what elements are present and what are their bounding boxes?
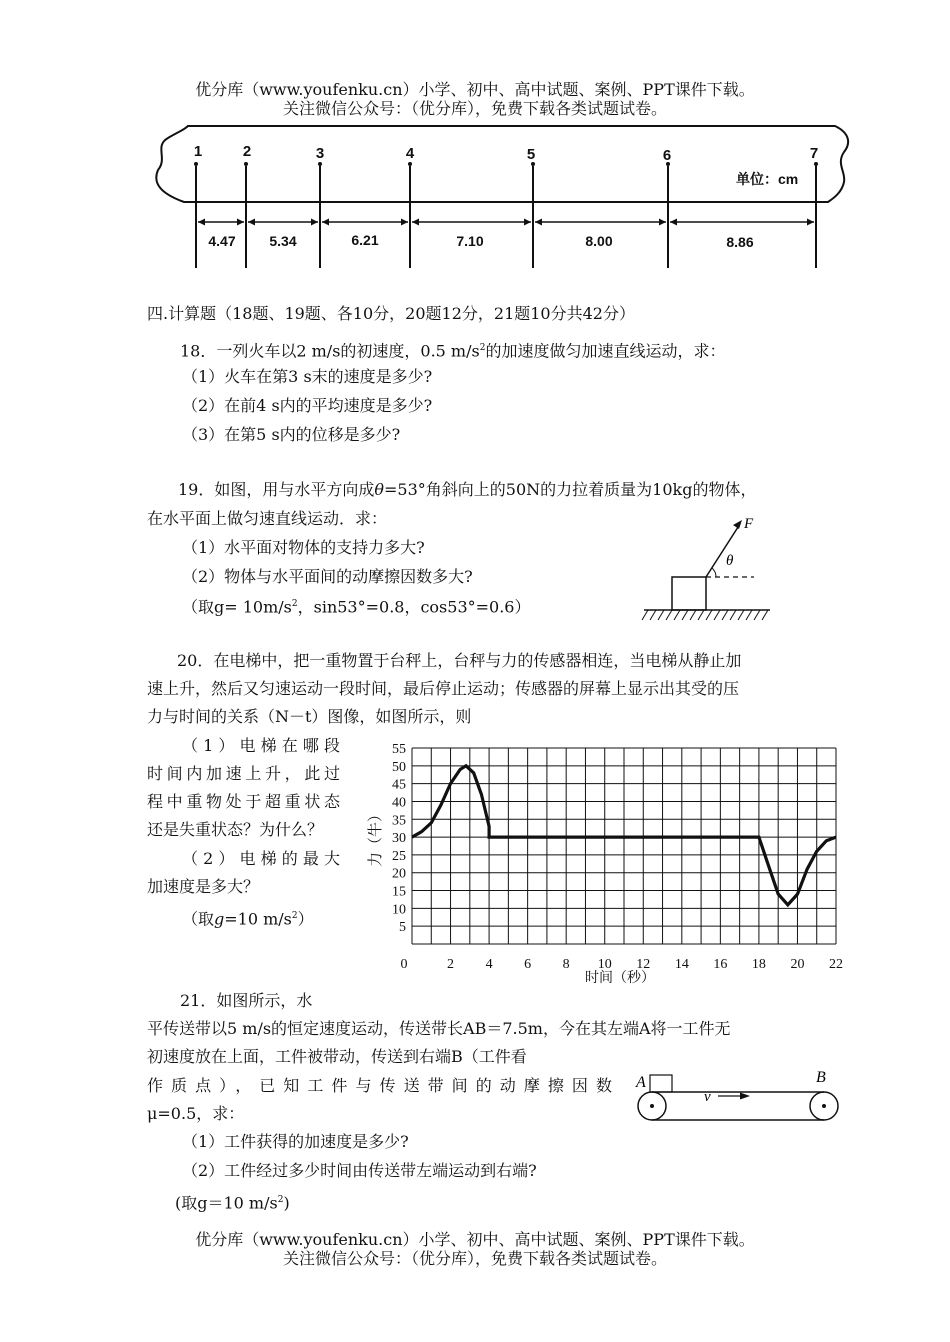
q21-stem-3: 初速度放在上面，工件被带动，传送到右端B（工件看: [147, 1047, 527, 1066]
chart-x-tick: 10: [597, 957, 612, 972]
q19-sub-1: （1）水平面对物体的支持力多大?: [182, 538, 425, 557]
chart-y-tick: 15: [392, 884, 406, 900]
q19-stem: 19．如图，用与水平方向成θ=53°角斜向上的50N的力拉着质量为10kg的物体，: [178, 480, 757, 499]
q19-label-F: F: [744, 516, 754, 532]
q20-sub-1-line-2: 时间内加速上升，此过: [147, 764, 340, 783]
header-line-1: 优分库（www.youfenku.cn）小学、初中、高中试题、案例、PPT课件下载。: [195, 80, 755, 99]
tape-point-7: 7: [809, 145, 819, 162]
chart-x-tick: 18: [751, 957, 766, 972]
q21-stem-1: 21．如图所示，水: [180, 991, 313, 1010]
chart-x-tick: 0: [400, 957, 408, 972]
q20-stem-3: 力与时间的关系（N－t）图像，如图所示，则: [147, 707, 472, 726]
tape-segment-5: 8.00: [585, 233, 613, 249]
chart-x-tick: 22: [829, 957, 843, 972]
tape-segment-2: 5.34: [269, 233, 297, 249]
q21-sub-1: （1）工件获得的加速度是多少?: [182, 1132, 409, 1151]
q20-sub-2-line-2: 加速度是多大？: [147, 877, 260, 896]
section-heading: 四.计算题（18题、19题、各10分，20题12分，21题10分共42分）: [147, 304, 635, 323]
chart-y-tick: 20: [392, 866, 406, 882]
chart-y-tick: 10: [392, 902, 406, 918]
q19-block: [672, 577, 706, 610]
tape-segment-3: 6.21: [351, 232, 379, 248]
tape-segment-6: 8.86: [726, 234, 754, 250]
q21-note: (取g＝10 $m/s^2$): [175, 1193, 290, 1213]
q19-note: （取$g= 10m/s^2$，sin53°=0.8，cos53°=0.6）: [182, 597, 531, 617]
q20-stem-1: 20．在电梯中，把一重物置于台秤上，台秤与力的传感器相连，当电梯从静止加: [177, 651, 742, 670]
n-t-chart: [350, 732, 860, 992]
q20-note: （取g=10 $m/s^2$）: [182, 909, 314, 929]
ticker-tape-figure: [140, 122, 860, 274]
tape-point-5: 5: [526, 146, 536, 163]
footer-line-1: 优分库（www.youfenku.cn）小学、初中、高中试题、案例、PPT课件下载。: [195, 1230, 755, 1249]
tape-point-3: 3: [315, 145, 325, 162]
chart-x-tick: 4: [485, 957, 493, 972]
q21-stem-2: 平传送带以5 m/s的恒定速度运动，传送带长AB＝7.5m，今在其左端A将一工件无: [147, 1019, 731, 1038]
tape-segment-4: 7.10: [456, 233, 484, 249]
chart-y-tick: 45: [392, 777, 406, 793]
chart-y-tick: 40: [392, 795, 406, 811]
chart-x-tick: 14: [674, 957, 689, 972]
tape-point-1: 1: [193, 143, 203, 160]
q21-stem-5: μ=0.5，求：: [147, 1104, 245, 1123]
q21-label-v: v: [704, 1089, 711, 1105]
q19-label-theta: θ: [726, 553, 734, 569]
chart-x-tick: 12: [636, 957, 651, 972]
tape-point-6: 6: [662, 147, 672, 164]
q21-sub-2: （2）工件经过多少时间由传送带左端运动到右端?: [182, 1161, 537, 1180]
footer-line-2: 关注微信公众号：（优分库），免费下载各类试题试卷。: [282, 1249, 667, 1268]
q20-sub-1-line-4: 还是失重状态？为什么？: [147, 820, 324, 839]
chart-y-label: 力（牛）: [368, 806, 384, 868]
q19-force-figure: [640, 508, 780, 628]
chart-x-label: 时间（秒）: [585, 971, 655, 986]
tape-outline: [156, 126, 848, 202]
q21-conveyor-figure: [628, 1064, 848, 1134]
q21-stem-4: 作质点），已知工件与传送带间的动摩擦因数: [147, 1076, 612, 1095]
q21-label-B: B: [816, 1069, 826, 1086]
chart-x-tick: 16: [713, 957, 728, 972]
chart-y-tick: 35: [392, 813, 406, 829]
q20-stem-2: 速上升，然后又匀速运动一段时间，最后停止运动；传感器的屏幕上显示出其受的压: [147, 679, 740, 698]
chart-x-tick: 6: [524, 957, 532, 972]
tape-segment-1: 4.47: [208, 233, 236, 249]
chart-y-tick: 30: [392, 831, 406, 847]
q20-sub-2-line-1: （2）电梯的最大: [182, 849, 340, 868]
tape-unit: 单位：cm: [736, 171, 799, 187]
chart-y-tick: 5: [399, 920, 406, 936]
chart-y-tick: 50: [392, 759, 406, 775]
q21-label-A: A: [636, 1074, 646, 1091]
q18-sub-2: （2）在前4 s内的平均速度是多少?: [182, 396, 433, 415]
chart-x-tick: 8: [562, 957, 570, 972]
chart-y-tick: 55: [392, 742, 406, 757]
q18-stem: 18．一列火车以2 m/s的初速度，0.5 $m/s^2$的加速度做匀加速直线运动，求：: [180, 341, 726, 361]
chart-x-tick: 2: [447, 957, 455, 972]
q20-sub-1-line-3: 程中重物处于超重状态: [147, 792, 340, 811]
q18-sub-1: （1）火车在第3 s末的速度是多少?: [182, 367, 433, 386]
tape-point-2: 2: [242, 143, 252, 160]
header-line-2: 关注微信公众号：（优分库），免费下载各类试题试卷。: [282, 99, 667, 118]
tape-point-4: 4: [405, 145, 415, 162]
chart-y-tick: 25: [392, 848, 406, 864]
q19-stem-cont: 在水平面上做匀速直线运动．求：: [147, 509, 388, 528]
q18-sub-3: （3）在第5 s内的位移是多少?: [182, 425, 401, 444]
q20-sub-1-line-1: （1）电梯在哪段: [182, 736, 340, 755]
q19-sub-2: （2）物体与水平面间的动摩擦因数多大?: [182, 567, 473, 586]
chart-x-tick: 20: [790, 957, 805, 972]
q21-workpiece: [650, 1075, 672, 1092]
